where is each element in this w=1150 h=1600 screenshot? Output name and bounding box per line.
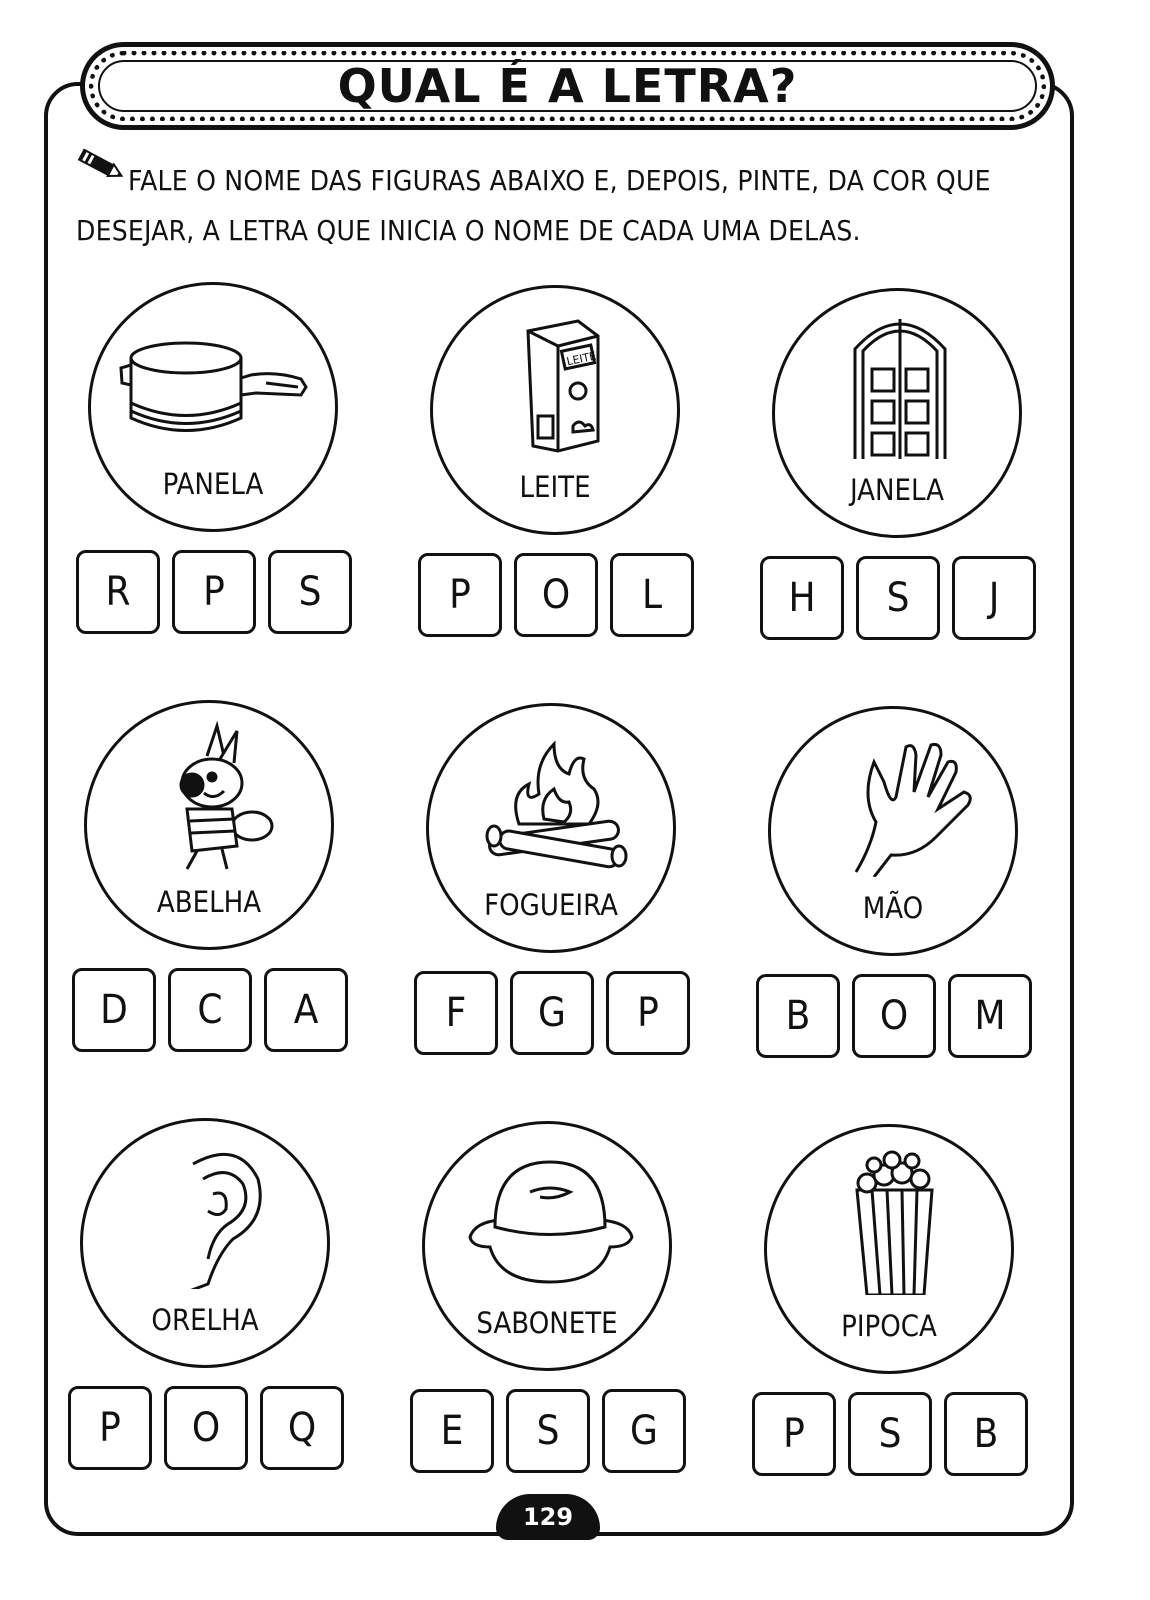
letter-box[interactable]: P [68,1386,152,1470]
letter-box[interactable]: P [418,553,502,637]
item-janela [746,288,1046,668]
letter-box[interactable]: E [410,1389,494,1473]
item-abelha [58,700,358,1080]
word-label: LEITE [519,470,591,504]
letter-box[interactable]: G [510,971,594,1055]
bee-icon [112,721,312,871]
letter-box[interactable]: L [610,553,694,637]
window-icon [800,309,1000,459]
letter-options [418,553,694,637]
soap-icon [450,1142,650,1292]
letter-box[interactable]: M [948,974,1032,1058]
letter-box[interactable]: B [756,974,840,1058]
letter-box[interactable]: P [172,550,256,634]
item-sabonete [396,1121,696,1501]
letter-box[interactable]: O [852,974,936,1058]
title-banner [80,42,1055,130]
letter-box[interactable]: O [164,1386,248,1470]
letter-box[interactable]: S [268,550,352,634]
milk-carton-icon [458,306,658,456]
letter-box[interactable]: Q [260,1386,344,1470]
letter-box[interactable]: B [944,1392,1028,1476]
page-number: 129 [496,1494,600,1540]
picture-circle [768,706,1018,956]
letter-options [68,1386,344,1470]
picture-circle [426,703,676,953]
letter-box[interactable]: R [76,550,160,634]
letter-box[interactable]: P [752,1392,836,1476]
popcorn-icon [792,1145,992,1295]
pan-icon [116,303,316,453]
letter-box[interactable]: H [760,556,844,640]
picture-circle [84,700,334,950]
item-panela [62,282,362,662]
letter-box[interactable]: G [602,1389,686,1473]
word-label: PIPOCA [841,1309,937,1343]
letter-box[interactable]: S [856,556,940,640]
letter-options [410,1389,686,1473]
picture-circle [430,285,680,535]
item-mao [742,706,1042,1086]
letter-box[interactable]: S [848,1392,932,1476]
letter-options [756,974,1032,1058]
ear-icon [108,1139,308,1289]
word-label: ABELHA [156,885,262,919]
letter-options [752,1392,1028,1476]
instruction-text: FALE O NOME DAS FIGURAS ABAIXO E, DEPOIS, PINTE, DA COR QUE DESEJAR, A LETRA QUE INICIA O NOME DE CADA UMA DELAS. [76,164,991,247]
letter-options [414,971,690,1055]
letter-box[interactable]: J [952,556,1036,640]
picture-circle [772,288,1022,538]
picture-circle [88,282,338,532]
item-pipoca [738,1124,1038,1504]
item-orelha [54,1118,354,1498]
page-title: QUAL É A LETRA? [337,59,798,113]
letter-box[interactable]: S [506,1389,590,1473]
item-fogueira [400,703,700,1083]
word-label: ORELHA [151,1303,259,1337]
letter-options [76,550,352,634]
letter-box[interactable]: F [414,971,498,1055]
word-label: PANELA [162,467,264,501]
letter-options [760,556,1036,640]
letter-box[interactable]: C [168,968,252,1052]
carton-label: LEITE [565,349,598,369]
bonfire-icon [454,724,654,874]
letter-box[interactable]: O [514,553,598,637]
word-label: SABONETE [476,1306,618,1340]
word-label: JANELA [849,473,945,507]
letter-options [72,968,348,1052]
word-label: MÃO [862,891,924,925]
word-label: FOGUEIRA [484,888,618,922]
letter-box[interactable]: D [72,968,156,1052]
picture-circle [80,1118,330,1368]
item-leite [404,285,704,665]
picture-circle [764,1124,1014,1374]
hand-icon [796,727,996,877]
picture-circle [422,1121,672,1371]
letter-box[interactable]: P [606,971,690,1055]
letter-box[interactable]: A [264,968,348,1052]
